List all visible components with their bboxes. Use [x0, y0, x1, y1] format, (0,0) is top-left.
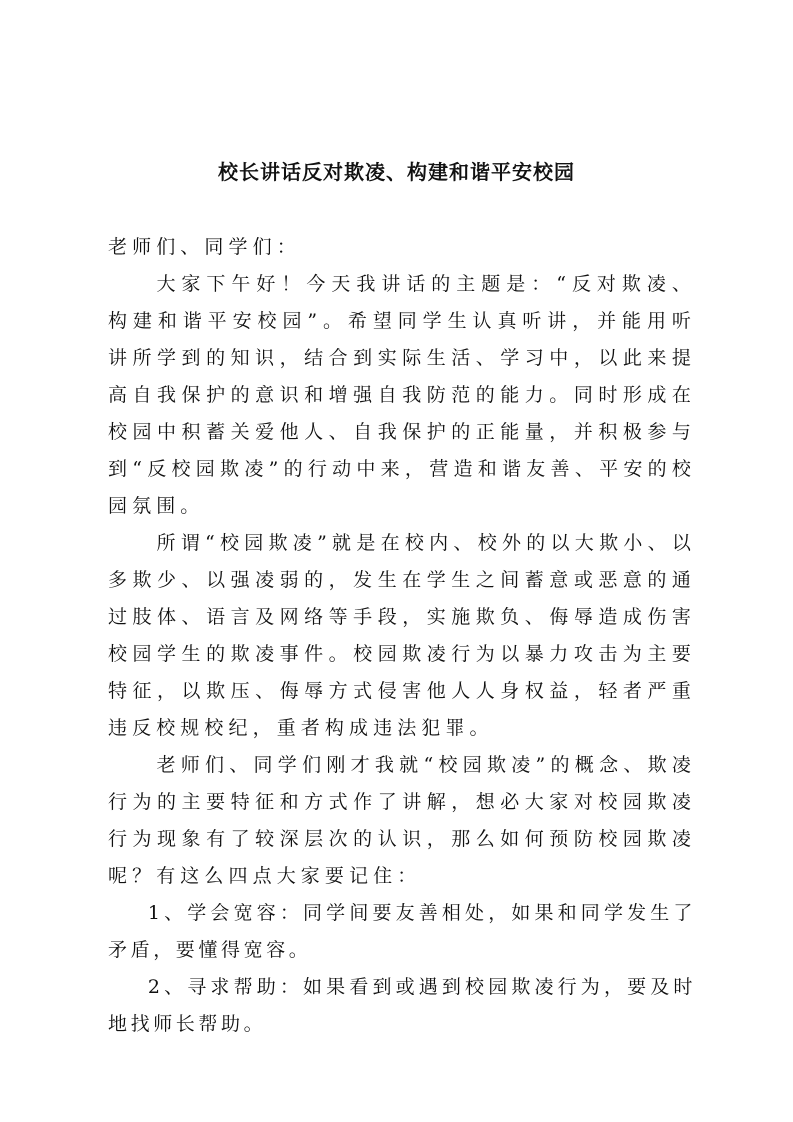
- paragraph-definition: 所谓“校园欺凌”就是在校内、校外的以大欺小、以多欺少、以强凌弱的，发生在学生之间蓄意或恶意的通过肢体、语言及网络等手段，实施欺负、侮辱造成伤害校园学生的欺凌事件。校园欺凌行为以暴力攻击为主要特征，以欺压、侮辱方式侵害他人人身权益，轻者严重违反校规校纪，重者构成违法犯罪。: [108, 532, 696, 739]
- paragraph-prevention: 老师们、同学们刚才我就“校园欺凌”的概念、欺凌行为的主要特征和方式作了讲解，想必大家对校园欺凌行为现象有了较深层次的认识，那么如何预防校园欺凌呢？有这么四点大家要记住：: [108, 754, 696, 887]
- paragraph-intro: 大家下午好！今天我讲话的主题是：“反对欺凌、构建和谐平安校园”。希望同学生认真听讲，并能用听讲所学到的知识，结合到实际生活、学习中，以此来提高自我保护的意识和增强自我防范的能力。同时形成在校园中积蓄关爱他人、自我保护的正能量，并积极参与到“反校园欺凌”的行动中来，营造和谐友善、平安的校园氛围。: [108, 273, 696, 517]
- list-item: 1、学会宽容：同学间要友善相处，如果和同学发生了矛盾，要懂得宽容。: [108, 902, 696, 961]
- list-item: 2、寻求帮助：如果看到或遇到校园欺凌行为，要及时地找师长帮助。: [108, 976, 696, 1035]
- document-body: [108, 229, 696, 1043]
- document-title: 校长讲话反对欺凌、构建和谐平安校园: [218, 160, 575, 184]
- salutation: 老师们、同学们：: [108, 236, 301, 258]
